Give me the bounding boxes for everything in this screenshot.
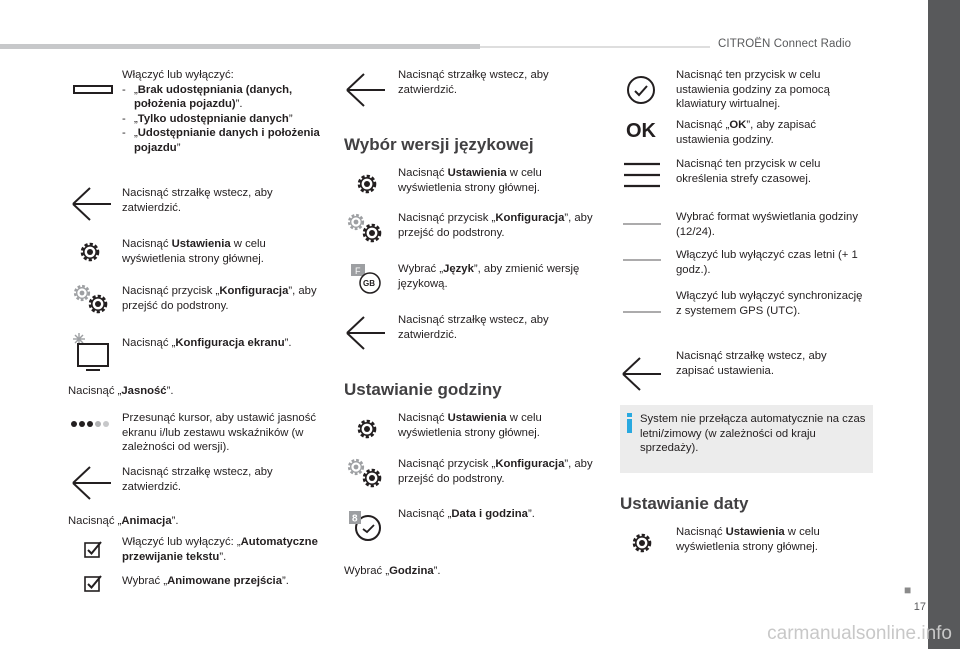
- sharing-option-data[interactable]: - „Tylko udostępnianie danych”: [122, 112, 322, 127]
- gps-toggle-line-icon[interactable]: [622, 310, 662, 314]
- language-icon-f-label: F: [355, 266, 361, 276]
- language-heading: Wybór wersji językowej: [344, 135, 534, 154]
- settings-text: Nacisnąć Ustawienia w celu wyświetlenia strony głównej.: [676, 526, 820, 553]
- brightness-text: Nacisnąć „Jasność”.: [68, 385, 174, 397]
- settings-gear-icon[interactable]: [78, 240, 102, 264]
- check-circle-icon[interactable]: [625, 74, 657, 106]
- page-number: 17: [913, 601, 926, 613]
- settings-gear-icon[interactable]: [355, 417, 379, 441]
- time-heading: Ustawianie godziny: [344, 380, 502, 399]
- back-save-text: Nacisnąć strzałkę wstecz, aby zapisać ustawienia.: [676, 350, 827, 377]
- date-time-icon-number: 8: [352, 513, 358, 525]
- sharing-option-data-location[interactable]: - „Udostępnianie danych i położenia pojazdu”: [122, 126, 322, 155]
- settings-gear-icon[interactable]: [630, 531, 654, 555]
- configuration-text: Nacisnąć przycisk „Konfiguracja”, aby przejść do podstrony.: [122, 285, 317, 312]
- top-rule-thin: [480, 46, 710, 48]
- time-format-text: Wybrać format wyświetlania godziny (12/24).: [676, 211, 858, 238]
- checkbox-icon[interactable]: [84, 540, 104, 558]
- brightness-slider-icon[interactable]: [70, 418, 110, 430]
- back-confirm-text: Nacisnąć strzałkę wstecz, aby zatwierdzić.: [122, 187, 273, 214]
- settings-text: Nacisnąć Ustawienia w celu wyświetlenia strony głównej.: [398, 167, 542, 194]
- back-arrow-icon[interactable]: [70, 465, 114, 501]
- format-toggle-line-icon[interactable]: [622, 222, 662, 226]
- configuration-gears-icon[interactable]: [72, 282, 112, 318]
- transitions-text: Wybrać „Animowane przejścia”.: [122, 575, 289, 587]
- sharing-option-none[interactable]: - „Brak udostępniania (danych, położenia pojazdu)”.: [122, 83, 322, 112]
- back-arrow-icon[interactable]: [620, 356, 664, 392]
- animation-text: Nacisnąć „Animacja”.: [68, 515, 179, 527]
- checkbox-icon[interactable]: [84, 574, 104, 592]
- back-arrow-icon[interactable]: [70, 186, 114, 222]
- ok-save-text: Nacisnąć „OK”, aby zapisać ustawienia godziny.: [676, 119, 817, 146]
- date-time-icon[interactable]: [348, 508, 384, 544]
- info-text: System nie przełącza automatycznie na czas letni/zimowy (w zależności od kraju sprzedaży).: [640, 413, 866, 454]
- screen-configuration-text: Nacisnąć „Konfiguracja ekranu”.: [122, 337, 292, 349]
- date-time-text: Nacisnąć „Data i godzina”.: [398, 508, 535, 520]
- gps-sync-text: Włączyć lub wyłączyć synchronizację z systemem GPS (UTC).: [676, 290, 863, 317]
- daylight-saving-text: Włączyć lub wyłączyć czas letni (+ 1 godz.).: [676, 249, 858, 276]
- language-icon-gb-label: GB: [363, 279, 375, 288]
- hour-text: Wybrać „Godzina”.: [344, 565, 441, 577]
- data-sharing-options: Włączyć lub wyłączyć: - „Brak udostępniania (danych, położenia pojazdu)”. - „Tylko udostępnianie danych” - „Udostępnianie danych i położenia pojazdu”: [122, 68, 322, 155]
- top-rule: [0, 44, 480, 49]
- virtual-keyboard-text: Nacisnąć ten przycisk w celu ustawienia godziny za pomocą klawiatury wirtualnej.: [676, 69, 830, 110]
- configuration-gears-icon[interactable]: [346, 456, 386, 492]
- dst-toggle-line-icon[interactable]: [622, 258, 662, 262]
- watermark: carmanualsonline.info: [767, 623, 952, 644]
- back-confirm-text: Nacisnąć strzałkę wstecz, aby zatwierdzić.: [398, 314, 549, 341]
- menu-lines-icon[interactable]: [622, 160, 662, 190]
- ok-icon[interactable]: OK: [626, 120, 656, 142]
- settings-gear-icon[interactable]: [355, 172, 379, 196]
- time-zone-text: Nacisnąć ten przycisk w celu określenia strefy czasowej.: [676, 158, 821, 185]
- date-heading: Ustawianie daty: [620, 494, 749, 513]
- configuration-text: Nacisnąć przycisk „Konfiguracja”, aby przejść do podstrony.: [398, 212, 593, 239]
- section-end-mark: ■: [904, 583, 912, 597]
- brightness-slider-text: Przesunąć kursor, aby ustawić jasność ekranu i/lub zestawu wskaźników (w zależności od wersji).: [122, 412, 317, 453]
- screen-configuration-icon[interactable]: [72, 332, 112, 372]
- configuration-text: Nacisnąć przycisk „Konfiguracja”, aby przejść do podstrony.: [398, 458, 593, 485]
- language-icon[interactable]: [350, 262, 386, 294]
- toggle-bar-icon: [73, 85, 113, 95]
- settings-text: Nacisnąć Ustawienia w celu wyświetlenia strony głównej.: [122, 238, 266, 265]
- autoscroll-text: Włączyć lub wyłączyć: „Automatyczne przewijanie tekstu”.: [122, 536, 318, 563]
- back-arrow-icon[interactable]: [344, 315, 388, 351]
- settings-text: Nacisnąć Ustawienia w celu wyświetlenia strony głównej.: [398, 412, 542, 439]
- side-bar: [928, 0, 960, 649]
- back-arrow-icon[interactable]: [344, 72, 388, 108]
- info-icon: [627, 413, 632, 433]
- back-confirm-text: Nacisnąć strzałkę wstecz, aby zatwierdzić.: [398, 69, 549, 96]
- language-select-text: Wybrać „Język”, aby zmienić wersję językową.: [398, 263, 580, 290]
- page-header: CITROËN Connect Radio: [718, 38, 852, 50]
- configuration-gears-icon[interactable]: [346, 211, 386, 247]
- back-confirm-text: Nacisnąć strzałkę wstecz, aby zatwierdzić.: [122, 466, 273, 493]
